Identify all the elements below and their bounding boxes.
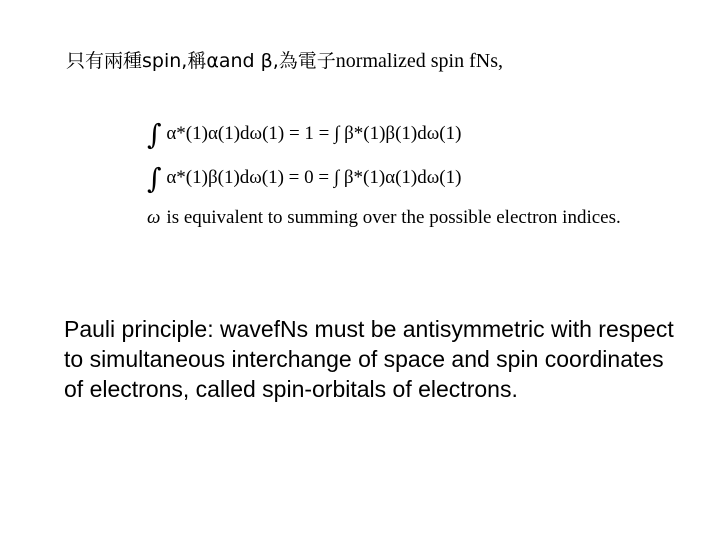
omega-note xyxy=(147,202,627,234)
equation-orthogonality-text: α*(1)β(1)dω(1) = 0 = ∫ β*(1)α(1)dω(1) xyxy=(166,167,462,188)
header-cjk-text: 只有兩種spin,稱αand β,為電子 xyxy=(66,50,336,72)
integral-sign: ∫ xyxy=(147,162,162,195)
equation-normalization xyxy=(147,118,461,151)
omega-symbol: ω xyxy=(147,207,161,228)
equation-orthogonality xyxy=(147,162,461,195)
slide-header xyxy=(66,46,503,73)
omega-note-text: is equivalent to summing over the possible electron indices. xyxy=(166,207,621,228)
pauli-principle-text: Pauli principle: wavefNs must be antisymmetric with respect to simultaneous interchange of space and spin coordinates of electrons, called spin-orbitals of electrons. xyxy=(64,316,674,402)
integral-sign: ∫ xyxy=(147,118,162,151)
header-serif-text: normalized spin fNs, xyxy=(335,50,503,72)
equation-normalization-text: α*(1)α(1)dω(1) = 1 = ∫ β*(1)β(1)dω(1) xyxy=(166,123,462,144)
